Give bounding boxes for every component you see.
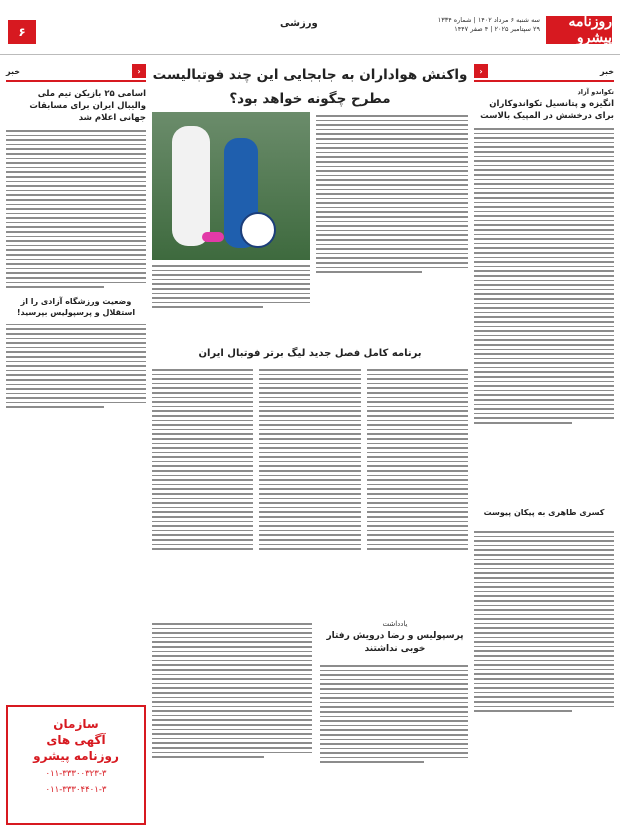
article-body [474, 128, 614, 424]
chevron-left-icon: ‹ [132, 64, 146, 78]
news-label-right [474, 62, 614, 82]
masthead [0, 0, 620, 55]
main-article-body-right [316, 112, 468, 276]
right-column [474, 62, 614, 831]
ad-line-3: روزنامه پیشرو [33, 749, 119, 763]
transfer-article-body [474, 528, 614, 715]
news-label-text: خبر [599, 66, 614, 76]
article-kicker: تکواندو آزاد [577, 88, 614, 96]
newspaper-logo: روزنامه پیشرو [546, 16, 612, 44]
date-line-1: سه شنبه ۶ مرداد ۱۴۰۲ | شماره ۱۳۳۴ [437, 16, 540, 24]
main-headline-2: مطرح چگونه خواهد بود؟ [229, 91, 391, 107]
section-title: ورزشی [280, 18, 318, 29]
football-photo [152, 112, 310, 260]
volleyball-article-body [6, 130, 146, 288]
ad-line-2: آگهی های [46, 733, 106, 747]
main-article-body-left [152, 262, 310, 311]
ad-phone-1: ۰۱۱-۳۳۳۰۰۳۲۳-۳ [45, 769, 107, 779]
schedule-title: برنامه کامل فصل جدید لیگ برتر فوتبال ایران [198, 348, 422, 359]
date-line-2: ۲۹ سپتامبر ۲۰۲۵ | ۴ صفر ۱۴۴۷ [454, 25, 540, 33]
volleyball-headline: اسامی ۲۵ بازیکن تیم ملی والیبال ایران برای مسابقات جهانی اعلام شد [29, 89, 146, 123]
left-column [6, 62, 146, 831]
issue-date [438, 16, 540, 34]
opinion-body-right [320, 662, 468, 766]
chevron-left-icon: ‹ [474, 64, 488, 78]
league-schedule [152, 366, 468, 553]
main-headline-1: واکنش هواداران به جابجایی این چند فوتبالیست [152, 67, 468, 83]
ad-phone-2: ۰۱۱-۳۳۳۰۴۴۰۱-۳ [45, 785, 107, 795]
sub-headline-transfer: کسری طاهری به پیکان پیوست [483, 508, 605, 517]
opinion-headline: پرسپولیس و رضا درویش رفتار خوبی نداشتند [326, 631, 464, 654]
article-headline: انگیزه و پتانسیل تکواندوکاران برای درخشش در المپیک بالاست [480, 99, 614, 121]
opinion-kicker: یادداشت [382, 620, 408, 628]
stadium-article-body [6, 324, 146, 408]
ad-line-1: سازمان [53, 717, 99, 731]
stadium-headline: وضعیت ورزشگاه آزادی را از استقلال و پرسپولیس بپرسید! [16, 296, 136, 317]
opinion-headline-block [320, 620, 470, 656]
news-label-left [6, 62, 146, 82]
news-label-text: خبر [6, 66, 21, 76]
opinion-body-left [152, 620, 312, 761]
main-story [152, 62, 468, 110]
page-number: ۶ [8, 20, 36, 44]
ad-box [6, 705, 146, 825]
